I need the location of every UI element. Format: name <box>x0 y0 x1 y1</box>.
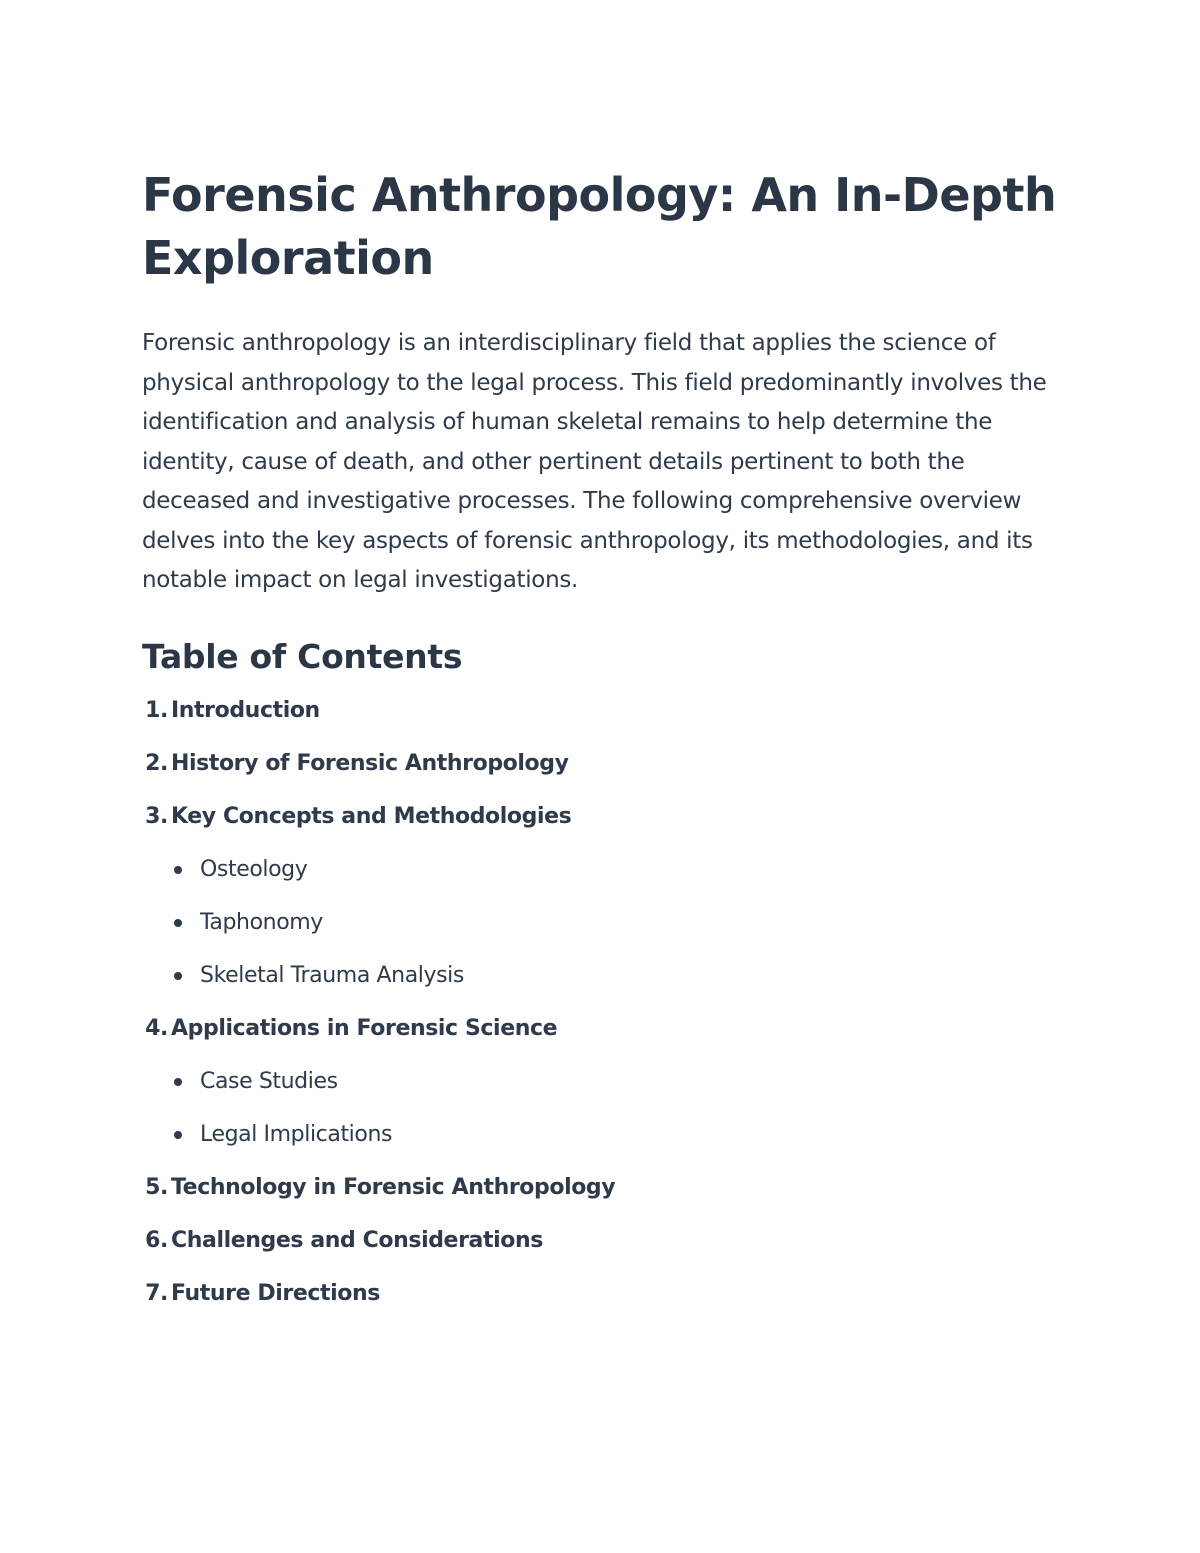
bullet-icon <box>174 919 182 927</box>
toc-item-label: Applications in Forensic Science <box>171 1015 558 1041</box>
toc-item-challenges <box>142 1227 1062 1255</box>
toc-heading: Table of Contents <box>142 636 463 676</box>
bullet-icon <box>174 1078 182 1086</box>
toc-subitem-label: Taphonomy <box>200 909 323 935</box>
document-page <box>142 164 1062 1333</box>
table-of-contents <box>142 697 1062 1308</box>
intro-paragraph: Forensic anthropology is an interdisciplinary field that applies the science of physical anthropology to the legal process. This field predominantly involves the identification and analysis of human skeletal remains to help determine the identity, cause of death, and other pertinent details pertinent to both the deceased and investigative processes. The following comprehensive overview delves into the key aspects of forensic anthropology, its methodologies, and its notable impact on legal investigations. <box>142 330 1047 593</box>
toc-subitem-label: Case Studies <box>200 1068 338 1094</box>
toc-item-future-directions <box>142 1280 1062 1308</box>
toc-sublist <box>171 856 1062 990</box>
toc-item-number: 4 . <box>142 1015 168 1043</box>
toc-item-label: Challenges and Considerations <box>171 1227 543 1253</box>
toc-subitem-label: Osteology <box>200 856 308 882</box>
toc-item-number: 5 . <box>142 1174 168 1202</box>
toc-item-applications <box>142 1015 1062 1149</box>
toc-subitem-skeletal-trauma <box>171 962 1062 990</box>
toc-item-number: 1 . <box>142 697 168 725</box>
toc-subitem-legal-implications <box>171 1121 1062 1149</box>
toc-subitem-osteology <box>171 856 1062 884</box>
toc-item-number: 2 . <box>142 750 168 778</box>
bullet-icon <box>174 972 182 980</box>
toc-item-label: Technology in Forensic Anthropology <box>171 1174 616 1200</box>
toc-item-label: Key Concepts and Methodologies <box>171 803 572 829</box>
toc-item-number: 7 . <box>142 1280 168 1308</box>
toc-item-number: 6 . <box>142 1227 168 1255</box>
toc-item-introduction <box>142 697 1062 725</box>
toc-item-label: History of Forensic Anthropology <box>171 750 569 776</box>
bullet-icon <box>174 866 182 874</box>
document-title: Forensic Anthropology: An In-Depth Exploration <box>142 168 1057 285</box>
toc-subitem-taphonomy <box>171 909 1062 937</box>
toc-item-history <box>142 750 1062 778</box>
toc-item-number: 3 . <box>142 803 168 831</box>
toc-subitem-label: Skeletal Trauma Analysis <box>200 962 464 988</box>
toc-item-technology <box>142 1174 1062 1202</box>
toc-sublist <box>171 1068 1062 1149</box>
toc-item-key-concepts <box>142 803 1062 990</box>
toc-item-label: Introduction <box>171 697 320 723</box>
toc-subitem-case-studies <box>171 1068 1062 1096</box>
bullet-icon <box>174 1131 182 1139</box>
toc-item-label: Future Directions <box>171 1280 380 1306</box>
toc-subitem-label: Legal Implications <box>200 1121 393 1147</box>
